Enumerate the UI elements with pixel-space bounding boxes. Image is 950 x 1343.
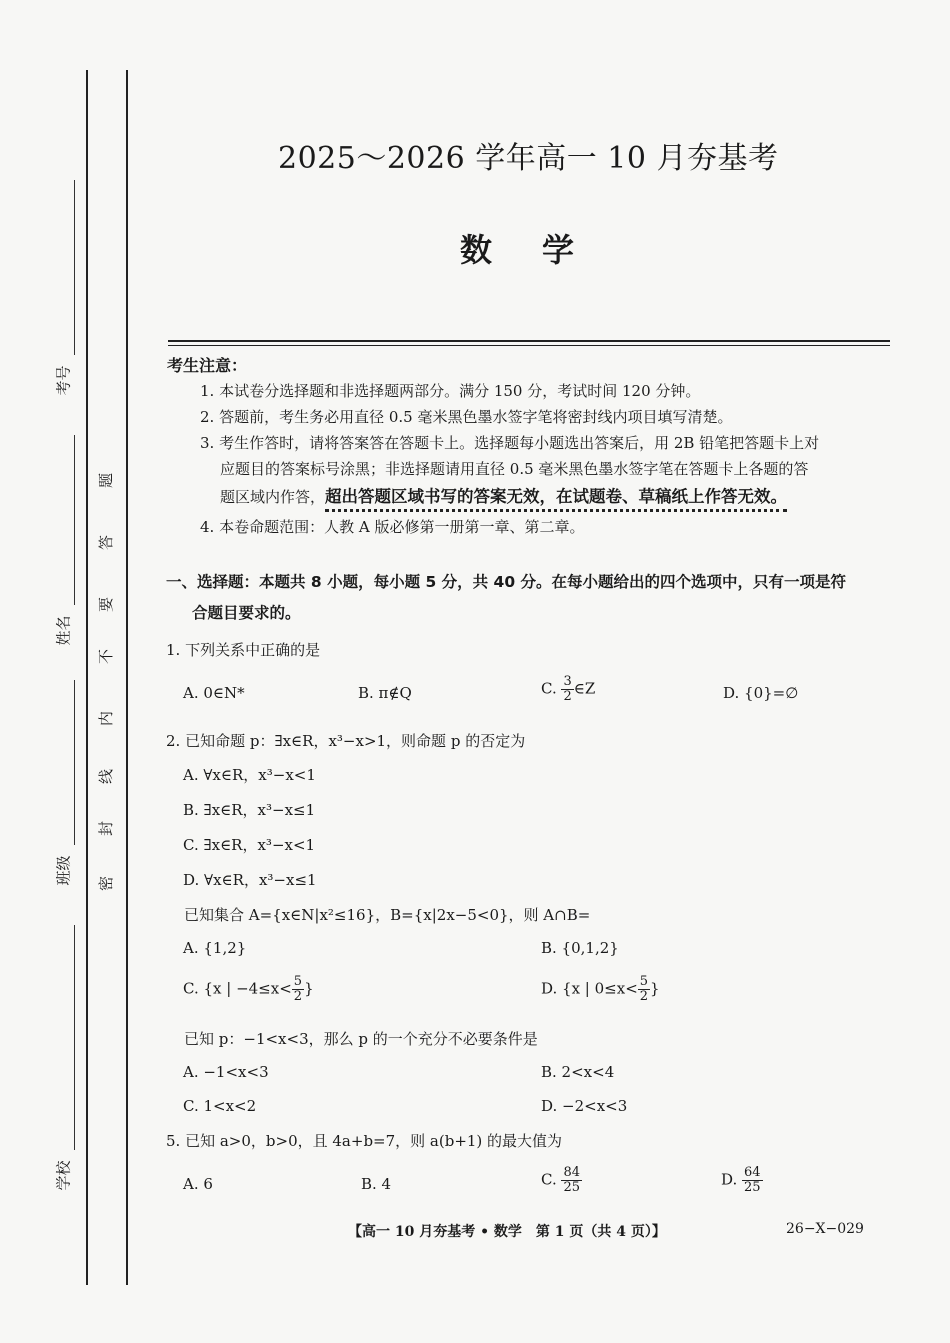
q3-option-d[interactable]	[541, 975, 660, 1004]
q4-option-b[interactable]: B. 2<x<4	[541, 1063, 615, 1081]
q5-option-c[interactable]	[541, 1166, 582, 1195]
q5d-frac-num: 64	[744, 1165, 761, 1180]
exam-title: 2025～2026 学年高一 10 月夯基考	[278, 141, 779, 176]
q1-option-d[interactable]: D. {0}=∅	[723, 684, 799, 702]
header-rule-thin	[168, 345, 890, 346]
school-label: 学校	[54, 1160, 73, 1191]
q5c-frac-num: 84	[563, 1165, 581, 1180]
section1-instruction-cont: 合题目要求的。	[192, 604, 301, 622]
q1-option-c-label: C.	[541, 679, 562, 698]
seal-char: 密	[97, 875, 116, 892]
seal-char: 要	[97, 596, 116, 613]
q3-stem: 已知集合 A={x∈N|x²≤16}，B={x|2x−5<0}，则 A∩B=	[184, 906, 591, 924]
q2-option-d[interactable]: D. ∀x∈R，x³−x≤1	[183, 871, 317, 889]
subject-title: 数学	[460, 231, 625, 269]
notice-item-3-cont: 应题目的答案标号涂黑；非选择题请用直径 0.5 毫米黑色墨水签字笔在答题卡上各题的答	[220, 460, 809, 478]
q5d-frac-den: 25	[744, 1180, 761, 1195]
q1-option-c-suffix: ∈Z	[573, 679, 596, 698]
seal-char: 题	[97, 472, 116, 489]
q3c-frac-den: 2	[293, 989, 303, 1004]
notice-item-1: 1. 本试卷分选择题和非选择题两部分。满分 150 分，考试时间 120 分钟。	[200, 382, 701, 400]
q5-option-c-label: C.	[541, 1170, 562, 1189]
q5-option-d-label: D.	[721, 1170, 743, 1189]
seal-char: 答	[97, 534, 116, 551]
page-footer: 【高一 10 月夯基考 • 数学 第 1 页（共 4 页）】	[348, 1224, 666, 1240]
notice-item-3-end	[220, 483, 787, 507]
q3c-frac-num: 5	[293, 974, 303, 989]
school-field[interactable]	[74, 925, 75, 1150]
q2-option-c[interactable]: C. ∃x∈R，x³−x<1	[183, 836, 316, 854]
q3-option-c[interactable]	[183, 975, 314, 1004]
q1-frac-den: 2	[563, 689, 572, 704]
q2-stem: 2. 已知命题 p：∃x∈R，x³−x>1，则命题 p 的否定为	[166, 732, 526, 750]
q3d-frac-num: 5	[639, 974, 649, 989]
q5d-fraction	[742, 1166, 763, 1195]
header-rule-thick	[168, 340, 890, 342]
q1-stem: 1. 下列关系中正确的是	[166, 641, 321, 659]
q5-option-a[interactable]: A. 6	[183, 1175, 213, 1193]
notice-emphasis: 超出答题区域书写的答案无效，在试题卷、草稿纸上作答无效。	[325, 487, 787, 512]
q1-fraction	[561, 675, 573, 704]
q3c-fraction	[292, 975, 304, 1004]
exam-number-label: 考号	[54, 365, 73, 396]
notice-heading: 考生注意：	[167, 356, 248, 375]
seal-char: 不	[97, 648, 116, 665]
notice-item-3-prefix: 题区域内作答，	[220, 488, 326, 506]
seal-char: 线	[97, 768, 116, 785]
q5c-fraction	[561, 1166, 582, 1195]
q3d-fraction	[638, 975, 650, 1004]
exam-code: 26−X−029	[786, 1221, 864, 1237]
q1-option-a[interactable]: A. 0∈N*	[183, 684, 245, 702]
q5c-frac-den: 25	[563, 1180, 581, 1195]
binding-line-outer	[86, 70, 88, 1285]
q5-option-d[interactable]	[721, 1166, 763, 1195]
q1-option-c[interactable]	[541, 675, 595, 704]
class-field[interactable]	[74, 680, 75, 845]
q3c-close-brace: }	[304, 979, 314, 998]
notice-item-3: 3. 考生作答时，请将答案答在答题卡上。选择题每小题选出答案后，用 2B 铅笔把答题卡上对	[200, 434, 820, 452]
q3d-close-brace: }	[650, 979, 660, 998]
notice-item-4: 4. 本卷命题范围：人教 A 版必修第一册第一章、第二章。	[200, 518, 585, 536]
q1-option-b[interactable]: B. π∉Q	[358, 684, 412, 702]
q3-option-a[interactable]: A. {1,2}	[183, 939, 247, 957]
name-label: 姓名	[54, 615, 73, 646]
notice-item-2: 2. 答题前，考生务必用直径 0.5 毫米黑色墨水签字笔将密封线内项目填写清楚。	[200, 408, 733, 426]
q4-stem: 已知 p：−1<x<3，那么 p 的一个充分不必要条件是	[184, 1030, 538, 1048]
q5-stem: 5. 已知 a>0，b>0，且 4a+b=7，则 a(b+1) 的最大值为	[166, 1132, 563, 1150]
q4-option-d[interactable]: D. −2<x<3	[541, 1097, 628, 1115]
section1-instruction: 一、选择题：本题共 8 小题，每小题 5 分，共 40 分。在每小题给出的四个选项中，只有一项是符	[166, 573, 847, 591]
q3-option-b[interactable]: B. {0,1,2}	[541, 939, 619, 957]
q2-option-a[interactable]: A. ∀x∈R，x³−x<1	[183, 766, 316, 784]
q3-option-d-label: D. {x | 0≤x<	[541, 979, 638, 998]
q1-frac-num: 3	[563, 674, 572, 689]
q5-option-b[interactable]: B. 4	[361, 1175, 392, 1193]
seal-char: 内	[97, 710, 116, 727]
q4-option-c[interactable]: C. 1<x<2	[183, 1097, 257, 1115]
binding-line-inner	[126, 70, 128, 1285]
seal-char: 封	[97, 820, 116, 837]
q3-option-c-label: C. {x | −4≤x<	[183, 979, 292, 998]
name-field[interactable]	[74, 435, 75, 605]
q4-option-a[interactable]: A. −1<x<3	[183, 1063, 269, 1081]
class-label: 班级	[54, 855, 73, 886]
q3d-frac-den: 2	[639, 989, 649, 1004]
exam-number-field[interactable]	[74, 180, 75, 355]
q2-option-b[interactable]: B. ∃x∈R，x³−x≤1	[183, 801, 316, 819]
